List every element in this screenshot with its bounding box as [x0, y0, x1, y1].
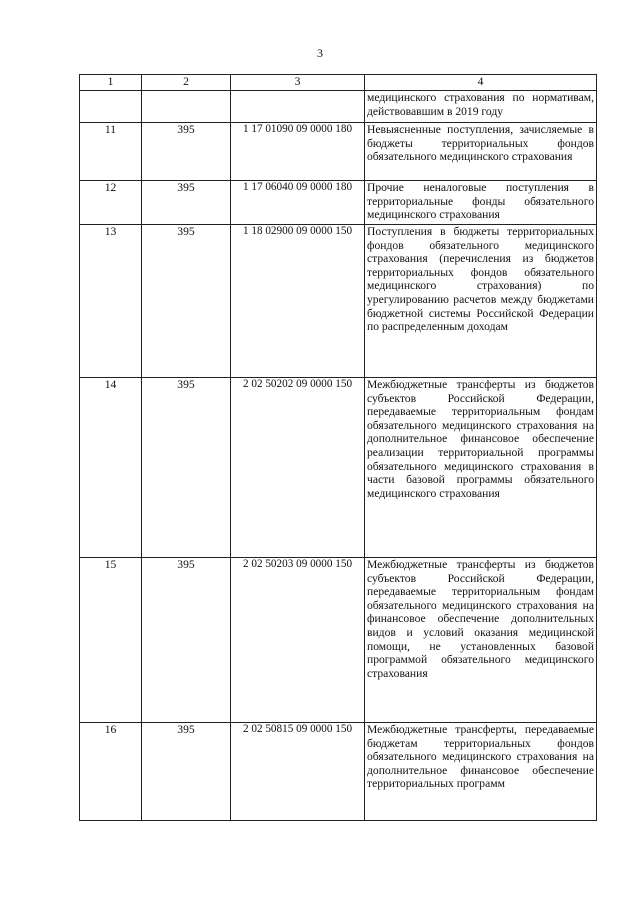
admin-code: 395 — [142, 558, 231, 723]
revenue-description: Прочие неналоговые поступления в территориальные фонды обязательного медицинского страхования — [365, 181, 597, 225]
admin-code: 395 — [142, 123, 231, 181]
budget-classification-code: 2 02 50815 09 0000 150 — [231, 723, 365, 821]
admin-code: 395 — [142, 181, 231, 225]
revenue-description: Межбюджетные трансферты, передаваемые бюджетам территориальных фондов обязательного медицинского страхования на дополнительное финансовое обеспечение территориальных программ — [365, 723, 597, 821]
table-row — [80, 558, 597, 723]
row-number: 12 — [80, 181, 142, 225]
budget-classification-code: 2 02 50202 09 0000 150 — [231, 378, 365, 558]
row-number: 13 — [80, 225, 142, 378]
budget-classification-code — [231, 91, 365, 123]
row-number: 16 — [80, 723, 142, 821]
revenue-description: Невыясненные поступления, зачисляемые в бюджеты территориальных фондов обязательного медицинского страхования — [365, 123, 597, 181]
table-row — [80, 378, 597, 558]
table-row — [80, 123, 597, 181]
revenue-description: медицинского страхования по нормативам, действовавшим в 2019 году — [365, 91, 597, 123]
table-row — [80, 181, 597, 225]
revenue-codes-table — [79, 74, 597, 821]
admin-code: 395 — [142, 723, 231, 821]
row-number: 11 — [80, 123, 142, 181]
row-number: 14 — [80, 378, 142, 558]
budget-classification-code: 2 02 50203 09 0000 150 — [231, 558, 365, 723]
budget-classification-code: 1 17 01090 09 0000 180 — [231, 123, 365, 181]
revenue-description: Межбюджетные трансферты из бюджетов субъектов Российской Федерации, передаваемые территориальным фондам обязательного медицинского страхования на финансовое обеспечение дополнительных видов и условий оказания медицинской помощи, не установленных базовой программой обязательного медицинского страхования — [365, 558, 597, 723]
budget-classification-code: 1 17 06040 09 0000 180 — [231, 181, 365, 225]
revenue-description: Межбюджетные трансферты из бюджетов субъектов Российской Федерации, передаваемые территориальным фондам обязательного медицинского страхования на дополнительное финансовое обеспечение реализации территориальной программы обязательного медицинского страхования в части базовой программы обязательного медицинского страхования — [365, 378, 597, 558]
row-number — [80, 91, 142, 123]
table-row — [80, 723, 597, 821]
column-number-2: 2 — [142, 75, 231, 91]
admin-code — [142, 91, 231, 123]
budget-classification-code: 1 18 02900 09 0000 150 — [231, 225, 365, 378]
column-number-1: 1 — [80, 75, 142, 91]
page-number: 3 — [317, 46, 323, 60]
column-number-3: 3 — [231, 75, 365, 91]
table-row-continuation — [80, 91, 597, 123]
admin-code: 395 — [142, 378, 231, 558]
revenue-description: Поступления в бюджеты территориальных фондов обязательного медицинского страхования (перечисления из бюджетов территориальных фондов обязательного медицинского страхования) по урегулированию расчетов между бюджетами бюджетной системы Российской Федерации по распределенным доходам — [365, 225, 597, 378]
row-number: 15 — [80, 558, 142, 723]
column-number-4: 4 — [365, 75, 597, 91]
table-row — [80, 225, 597, 378]
admin-code: 395 — [142, 225, 231, 378]
table-header-row — [80, 75, 597, 91]
